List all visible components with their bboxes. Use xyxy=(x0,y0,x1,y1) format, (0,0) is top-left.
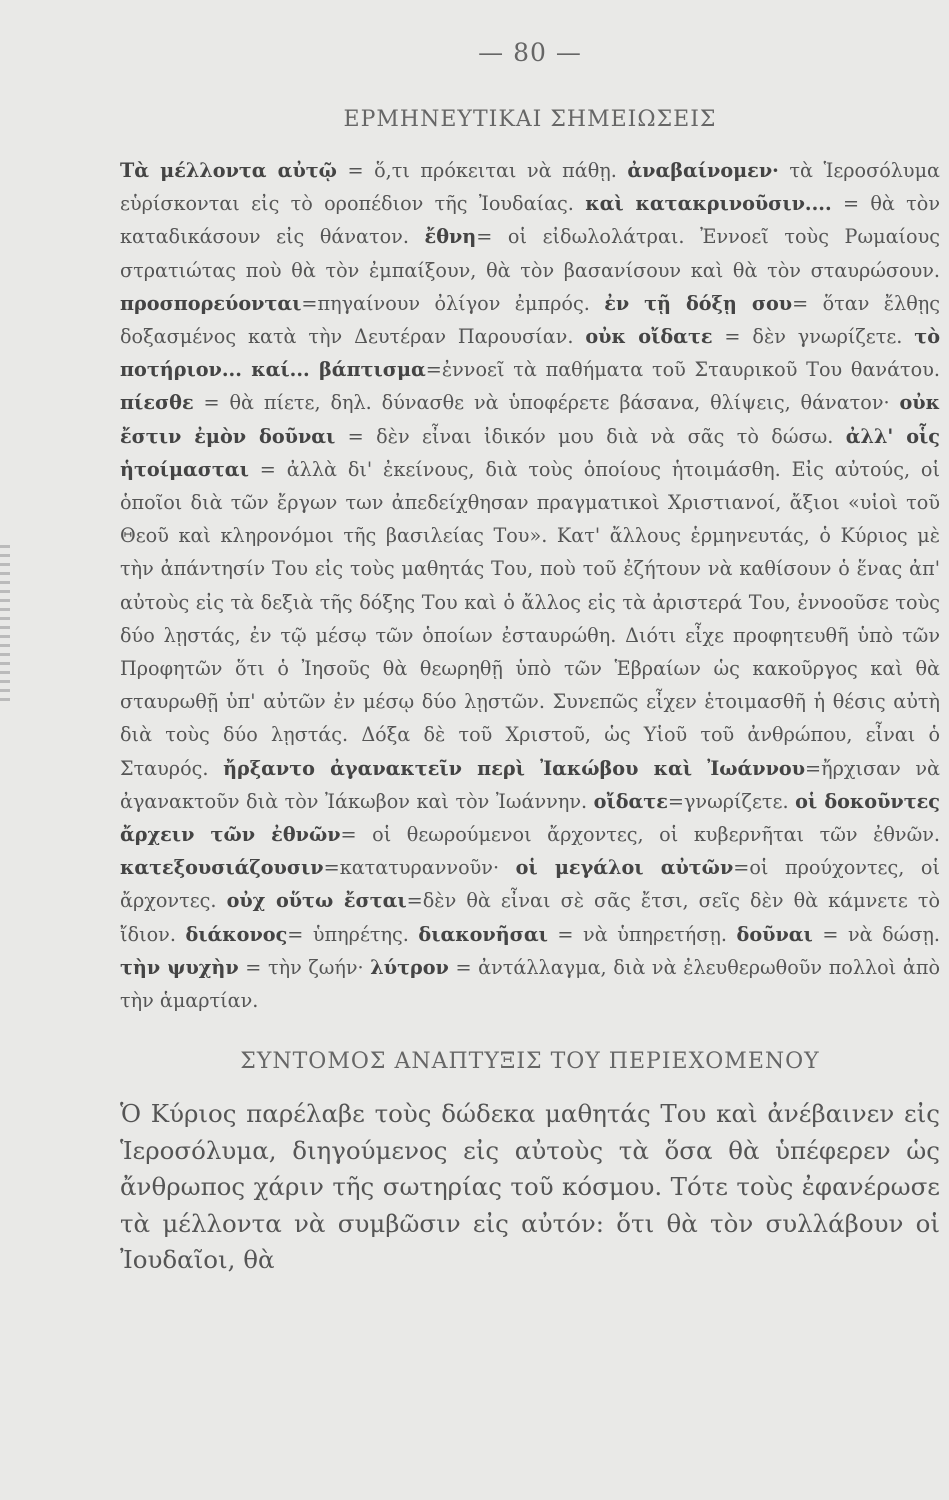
notes-paragraph xyxy=(120,154,940,1017)
note-definition: = ἀλλὰ δι' ἐκείνους, διὰ τοὺς ὁποίους ἡτοιμάσθη. Εἰς αὐτούς, οἱ ὁποῖοι διὰ τῶν ἔργων των ἀπεδείχθησαν πραγματικοὶ Χριστιανοί, ἄξιοι «υἱοὶ τοῦ Θεοῦ καὶ κληρονόμοι τῆς βασιλείας Του». Κατ' ἄλλους ἑρμηνευτάς, ὁ Κύριος μὲ τὴν ἀπάντησίν Του εἰς τοὺς μαθητάς Του, ποὺ τοῦ ἐζήτουν νὰ καθίσουν ὁ ἕνας ἀπ' αὐτοὺς εἰς τὰ δεξιὰ τῆς δόξης Του καὶ ὁ ἄλλος εἰς τὰ ἀριστερά Του, ἐννοοῦσε τοὺς δύο λῃστάς, ἐν τῷ μέσῳ τῶν ὁποίων ἐσταυρώθη. Διότι εἶχε προφητευθῆ ὑπὸ τῶν Προφητῶν ὅτι ὁ Ἰησοῦς θὰ θεωρηθῇ ὑπὸ τῶν Ἑβραίων ὡς κακοῦργος καὶ θὰ σταυρωθῇ ὑπ' αὐτῶν ἐν μέσῳ δύο λῃστῶν. Συνεπῶς εἶχεν ἑτοιμασθῆ ἡ θέσις αὐτὴ διὰ τοὺς δύο λῃστάς. Δόξα δὲ τοῦ Χριστοῦ, ὡς Υἱοῦ τοῦ ἀνθρώπου, εἶναι ὁ Σταυρός. xyxy=(120,457,940,780)
note-term: ἀναβαίνομεν· xyxy=(627,159,779,182)
note-term: τὴν ψυχὴν xyxy=(120,955,239,979)
note-term: καὶ κατακρινοῦσιν.... xyxy=(585,192,832,216)
note-term: διακονῆσαι xyxy=(418,922,548,946)
book-page xyxy=(120,30,940,1279)
note-term: οἴδατε xyxy=(593,789,668,813)
note-term: ἐν τῇ δόξῃ σου xyxy=(604,291,793,315)
note-definition: =πηγαίνουν ὀλίγον ἐμπρός. xyxy=(301,291,605,315)
note-definition: = νὰ ὑπηρετήσῃ. xyxy=(547,922,737,946)
summary-paragraph: Ὁ Κύριος παρέλαβε τοὺς δώδεκα μαθητάς Του καὶ ἀνέβαινεν εἰς Ἱεροσόλυμα, διηγούμενος εἰς αὐτοὺς τὰ ὅσα θὰ ὑπέφερεν ὡς ἄνθρωπος χάριν τῆς σωτηρίας τοῦ κόσμου. Τότε τοὺς ἐφανέρωσε τὰ μέλλοντα νὰ συμβῶσιν εἰς αὐτόν: ὅτι θὰ τὸν συλλάβουν οἱ Ἰουδαῖοι, θὰ xyxy=(120,1099,940,1275)
page-edge-marks xyxy=(0,545,10,705)
note-definition: = θὰ πίετε, δηλ. δύνασθε νὰ ὑποφέρετε βάσανα, θλίψεις, θάνατον· xyxy=(193,391,900,415)
note-term: ἔθνη xyxy=(424,225,477,249)
section-title-summary: ΣΥΝΤΟΜΟΣ ΑΝΑΠΤΥΞΙΣ ΤΟΥ ΠΕΡΙΕΧΟΜΕΝΟΥ xyxy=(240,1049,820,1075)
note-term: προσπορεύονται xyxy=(120,291,302,315)
note-definition: = ὅταν ἔλθῃς δοξασμένος κατὰ τὴν Δευτέραν Παρουσίαν. xyxy=(120,291,940,349)
note-definition: = τὴν ζωήν· xyxy=(238,955,371,979)
note-term: τὸ ποτήριον... καί... βάπτισμα xyxy=(120,325,940,382)
note-term: Τὰ μέλλοντα αὐτῷ xyxy=(120,159,337,182)
note-term: οἱ μεγάλοι αὐτῶν xyxy=(515,856,734,880)
note-term: ἤρξαντο ἀγανακτεῖν περὶ Ἰακώβου καὶ Ἰωάννου xyxy=(223,756,806,780)
note-definition: τὰ Ἱεροσόλυμα εὑρίσκονται εἰς τὸ οροπέδιον τῆς Ἰουδαίας. xyxy=(120,159,940,216)
note-definition: = δὲν εἶναι ἰδικόν μου διὰ νὰ σᾶς τὸ δώσω. xyxy=(335,424,846,448)
note-definition: = ὑπηρέτης. xyxy=(287,922,419,946)
note-definition: =γνωρίζετε. xyxy=(667,789,796,813)
note-definition: =δὲν θὰ εἶναι σὲ σᾶς ἔτσι, σεῖς δὲν θὰ κάμνετε τὸ ἴδιον. xyxy=(120,889,940,946)
note-definition: = ἀντάλλαγμα, διὰ νὰ ἐλευθερωθοῦν πολλοὶ ἀπὸ τὴν ἁμαρτίαν. xyxy=(120,955,940,1013)
note-term: ἀλλ' οἷς ἡτοίμασται xyxy=(120,424,940,481)
note-term: κατεξουσιάζουσιν xyxy=(120,856,324,880)
note-term: οὐχ οὕτω ἔσται xyxy=(226,889,407,913)
note-definition: = οἱ θεωρούμενοι ἄρχοντες, οἱ κυβερνῆται τῶν ἐθνῶν. xyxy=(340,823,941,847)
page-number: — 80 — xyxy=(478,38,582,67)
note-term: οὐκ ἔστιν ἐμὸν δοῦναι xyxy=(120,391,940,448)
note-definition: = νὰ δώσῃ. xyxy=(812,922,941,946)
note-definition: = οἱ εἰδωλολάτραι. Ἐννοεῖ τοὺς Ρωμαίους στρατιώτας ποὺ θὰ τὸν ἐμπαίξουν, θὰ τὸν βασανίσουν καὶ θὰ τὸν σταυρώσουν. xyxy=(120,225,941,282)
note-definition: =οἱ προύχοντες, οἱ ἄρχοντες. xyxy=(120,856,940,913)
note-term: διάκονος xyxy=(185,922,288,946)
note-term: λύτρον xyxy=(370,955,449,979)
note-term: οἱ δοκοῦντες ἄρχειν τῶν ἐθνῶν xyxy=(120,789,940,847)
section-title-notes: ΕΡΜΗΝΕΥΤΙΚΑΙ ΣΗΜΕΙΩΣΕΙΣ xyxy=(343,107,717,132)
note-definition: = ὅ,τι πρόκειται νὰ πάθῃ. xyxy=(336,159,628,182)
note-term: πίεσθε xyxy=(120,391,194,415)
note-definition: = θὰ τὸν καταδικάσουν εἰς θάνατον. xyxy=(120,192,941,249)
note-definition: =ἤρχισαν νὰ ἀγανακτοῦν διὰ τὸν Ἰάκωβον καὶ τὸν Ἰωάννην. xyxy=(120,756,940,813)
note-definition: =κατατυραννοῦν· xyxy=(323,856,516,880)
note-definition: = δὲν γνωρίζετε. xyxy=(712,325,915,349)
note-definition: =ἐννοεῖ τὰ παθήματα τοῦ Σταυρικοῦ Του θανάτου. xyxy=(425,358,940,382)
note-term: οὐκ οἴδατε xyxy=(585,325,713,349)
note-term: δοῦναι xyxy=(736,922,813,946)
